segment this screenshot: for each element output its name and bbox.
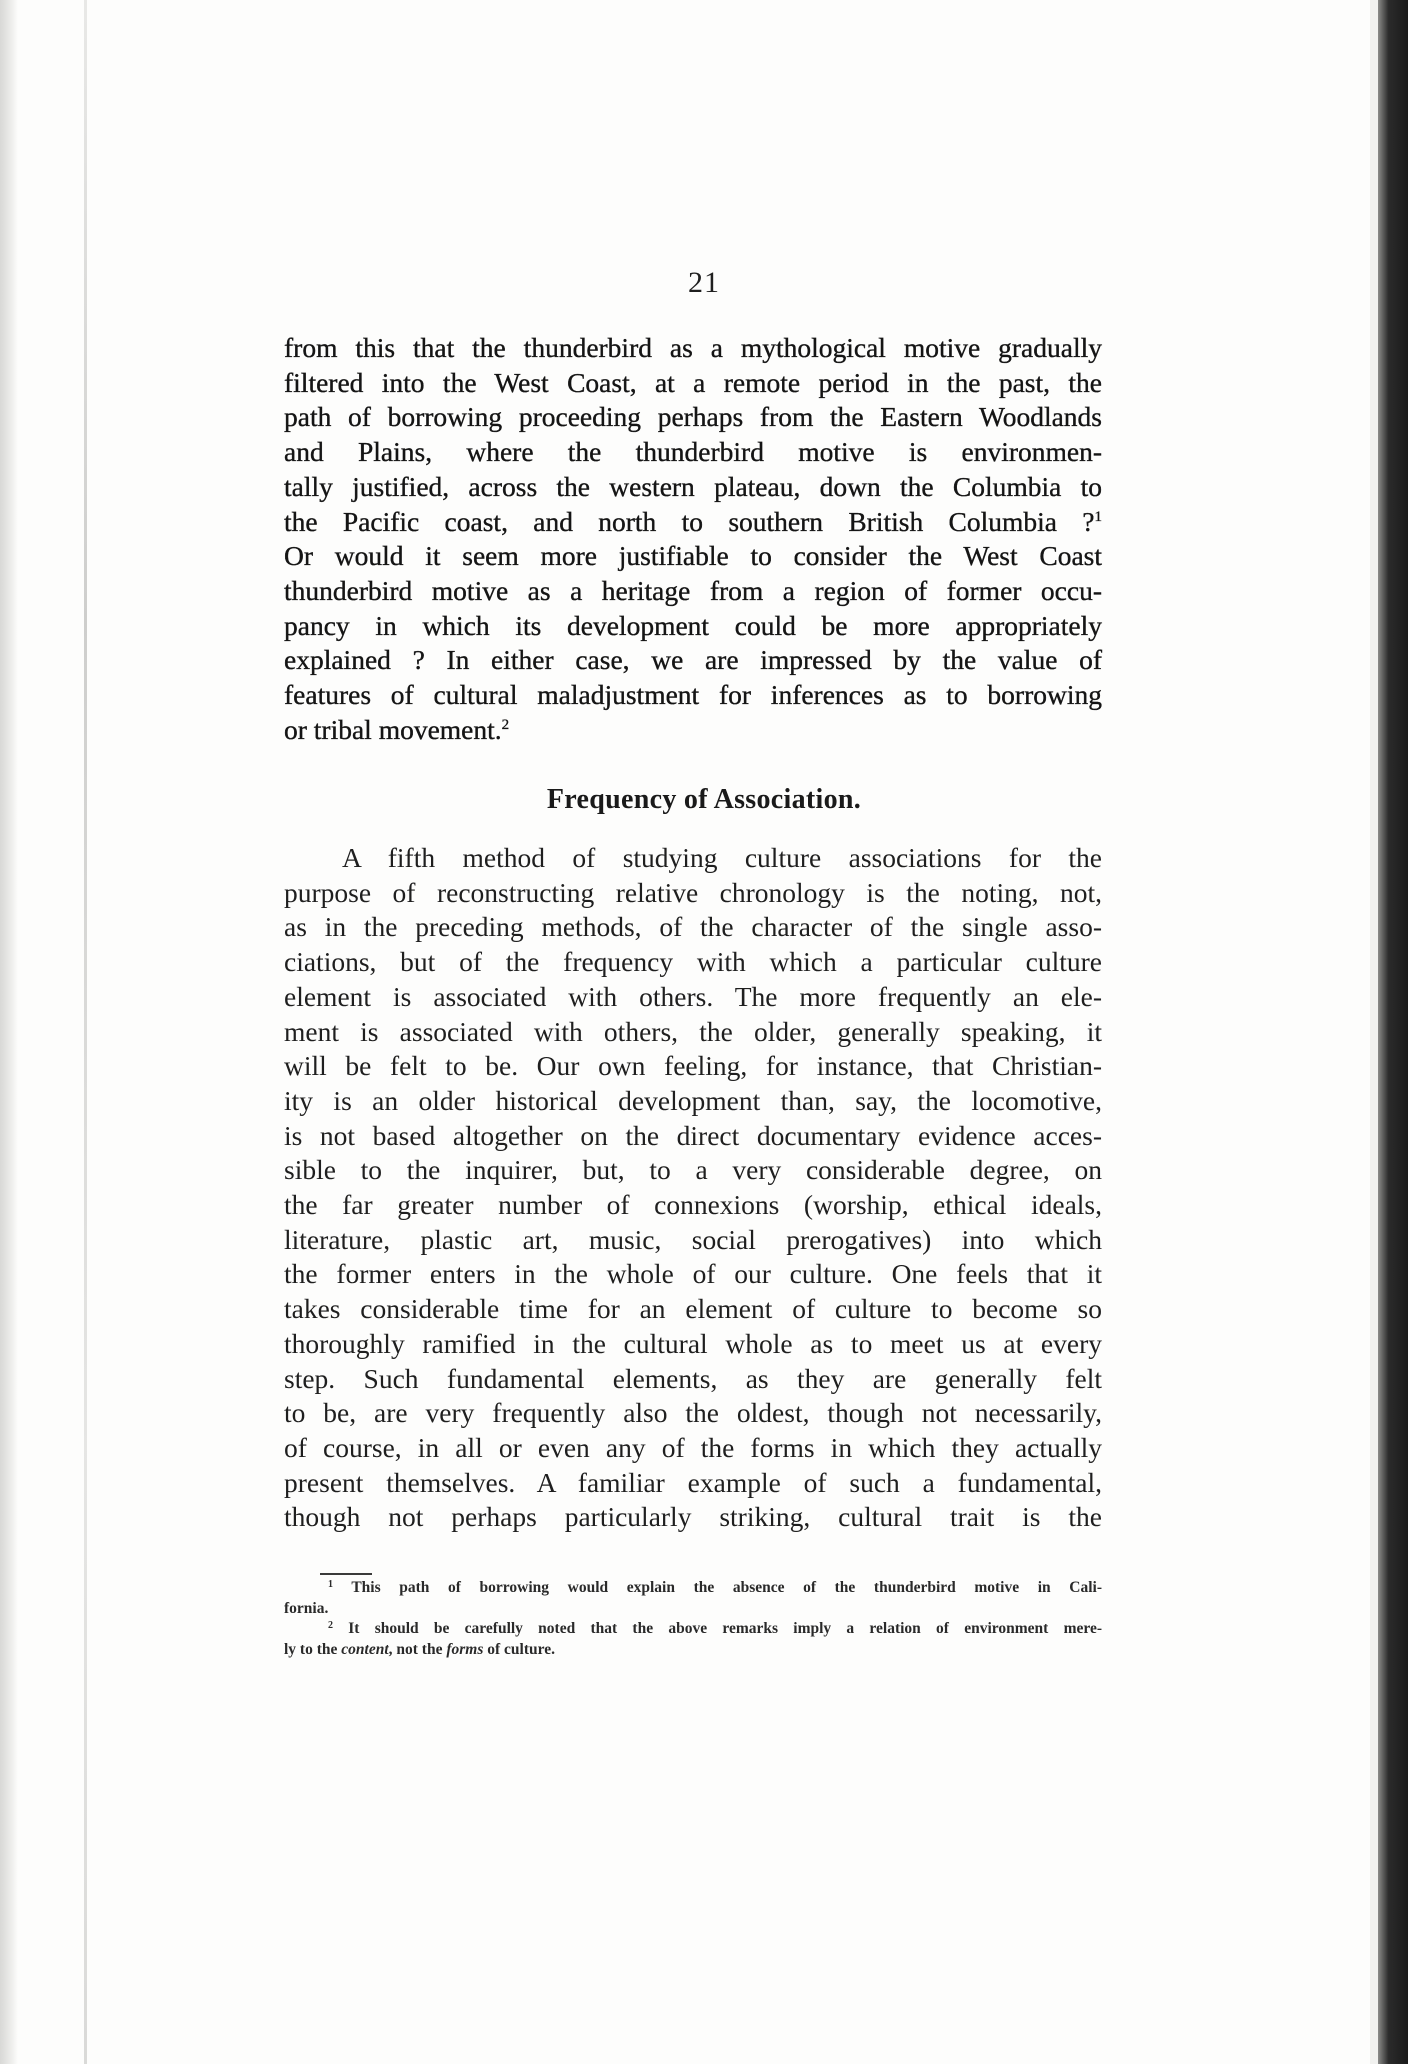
section-heading: Frequency of Association. bbox=[546, 784, 862, 815]
footnote-text: It should be carefully noted that the above remarks imply a relation of environment mere- bbox=[348, 1620, 1103, 1637]
paragraph-line: element is associated with others. The more frequently an ele- bbox=[284, 980, 1102, 1012]
footnotes bbox=[284, 1578, 1102, 1660]
paragraph-line: ity is an older historical development than, say, the locomotive, bbox=[284, 1084, 1102, 1116]
footnote-divider bbox=[320, 1573, 372, 1575]
paragraph-line: step. Such fundamental elements, as they are generally felt bbox=[284, 1362, 1102, 1394]
paragraph-line: A fifth method of studying culture associations for the bbox=[342, 842, 1102, 873]
paragraph-line: thunderbird motive as a heritage from a region of former occu- bbox=[284, 574, 1102, 606]
paragraph-line: from this that the thunderbird as a mythological motive gradually bbox=[284, 332, 1102, 363]
paragraph-line-with-ref bbox=[284, 713, 1102, 748]
paragraph-line: the far greater number of connexions (worship, ethical ideals, bbox=[284, 1189, 1102, 1221]
paragraph-line: thoroughly ramified in the cultural whole as to meet us at every bbox=[284, 1327, 1102, 1359]
footnote-marker-1: 1 bbox=[328, 1579, 333, 1590]
paragraph-line: is not based altogether on the direct documentary evidence acces- bbox=[284, 1119, 1102, 1151]
footnote-ref-2: 2 bbox=[501, 716, 510, 733]
paragraph-line: present themselves. A familiar example of such a fundamental, bbox=[284, 1466, 1102, 1498]
footnote-text: , not the bbox=[388, 1640, 447, 1658]
paragraph-line: tally justified, across the western plateau, down the Columbia to bbox=[284, 470, 1102, 502]
paragraph-line: literature, plastic art, music, social prerogatives) into which bbox=[284, 1223, 1102, 1255]
paragraph-line: explained ? In either case, we are impressed by the value of bbox=[284, 644, 1102, 676]
footnote-text: of culture. bbox=[483, 1640, 555, 1658]
footnote-1-line-1 bbox=[284, 1578, 1102, 1599]
paragraph-1 bbox=[284, 331, 1102, 747]
paragraph-line: to be, are very frequently also the oldest, though not necessarily, bbox=[284, 1397, 1102, 1429]
footnote-ref-1: 1 bbox=[1094, 508, 1102, 525]
paragraph-line-with-ref bbox=[284, 505, 1102, 540]
footnote-2-line-2 bbox=[284, 1640, 1102, 1661]
paragraph-line: ment is associated with others, the older, generally speaking, it bbox=[284, 1015, 1102, 1047]
paragraph-line: of course, in all or even any of the forms in which they actually bbox=[284, 1431, 1102, 1463]
paragraph-line: path of borrowing proceeding perhaps from the Eastern Woodlands bbox=[284, 401, 1102, 433]
paragraph-line: purpose of reconstructing relative chronology is the noting, not, bbox=[284, 876, 1102, 908]
paragraph-line: as in the preceding methods, of the character of the single asso- bbox=[284, 911, 1102, 943]
footnote-marker-2: 2 bbox=[328, 1620, 333, 1631]
paragraph-2 bbox=[284, 841, 1102, 1535]
paragraph-line: pancy in which its development could be more appropriately bbox=[284, 609, 1102, 641]
paragraph-line: filtered into the West Coast, at a remote period in the past, the bbox=[284, 366, 1102, 398]
page-number: 21 bbox=[688, 266, 720, 299]
line-text: the Pacific coast, and north to southern British Columbia ? bbox=[284, 505, 1095, 537]
footnote-2-line-1 bbox=[284, 1619, 1102, 1640]
footnote-text: ly to the bbox=[284, 1640, 342, 1658]
paragraph-line: will be felt to be. Our own feeling, for instance, that Christian- bbox=[284, 1050, 1102, 1082]
paragraph-line: the former enters in the whole of our culture. One feels that it bbox=[284, 1258, 1102, 1290]
scan-binding-line bbox=[84, 0, 87, 2064]
paragraph-line: and Plains, where the thunderbird motive is environmen- bbox=[284, 436, 1102, 468]
footnote-text: This path of borrowing would explain the absence of the thunderbird motive in Cali- bbox=[351, 1579, 1102, 1596]
paragraph-line: though not perhaps particularly striking, cultural trait is the bbox=[284, 1501, 1102, 1533]
paragraph-line: sible to the inquirer, but, to a very considerable degree, on bbox=[284, 1154, 1102, 1186]
footnote-1-line-2: fornia. bbox=[284, 1599, 329, 1617]
paragraph-line: Or would it seem more justifiable to consider the West Coast bbox=[284, 540, 1102, 572]
line-text: or tribal movement. bbox=[284, 713, 502, 745]
scan-right-edge bbox=[1378, 0, 1408, 2064]
paragraph-line: features of cultural maladjustment for inferences as to borrowing bbox=[284, 679, 1102, 711]
paragraph-line: ciations, but of the frequency with which a particular culture bbox=[284, 946, 1102, 978]
footnote-italic-forms: forms bbox=[446, 1640, 484, 1658]
scan-left-shadow bbox=[0, 0, 18, 2064]
footnote-italic-content: content bbox=[341, 1640, 389, 1658]
paragraph-line: takes considerable time for an element of culture to become so bbox=[284, 1293, 1102, 1325]
scan-right-gap bbox=[1370, 0, 1378, 2064]
